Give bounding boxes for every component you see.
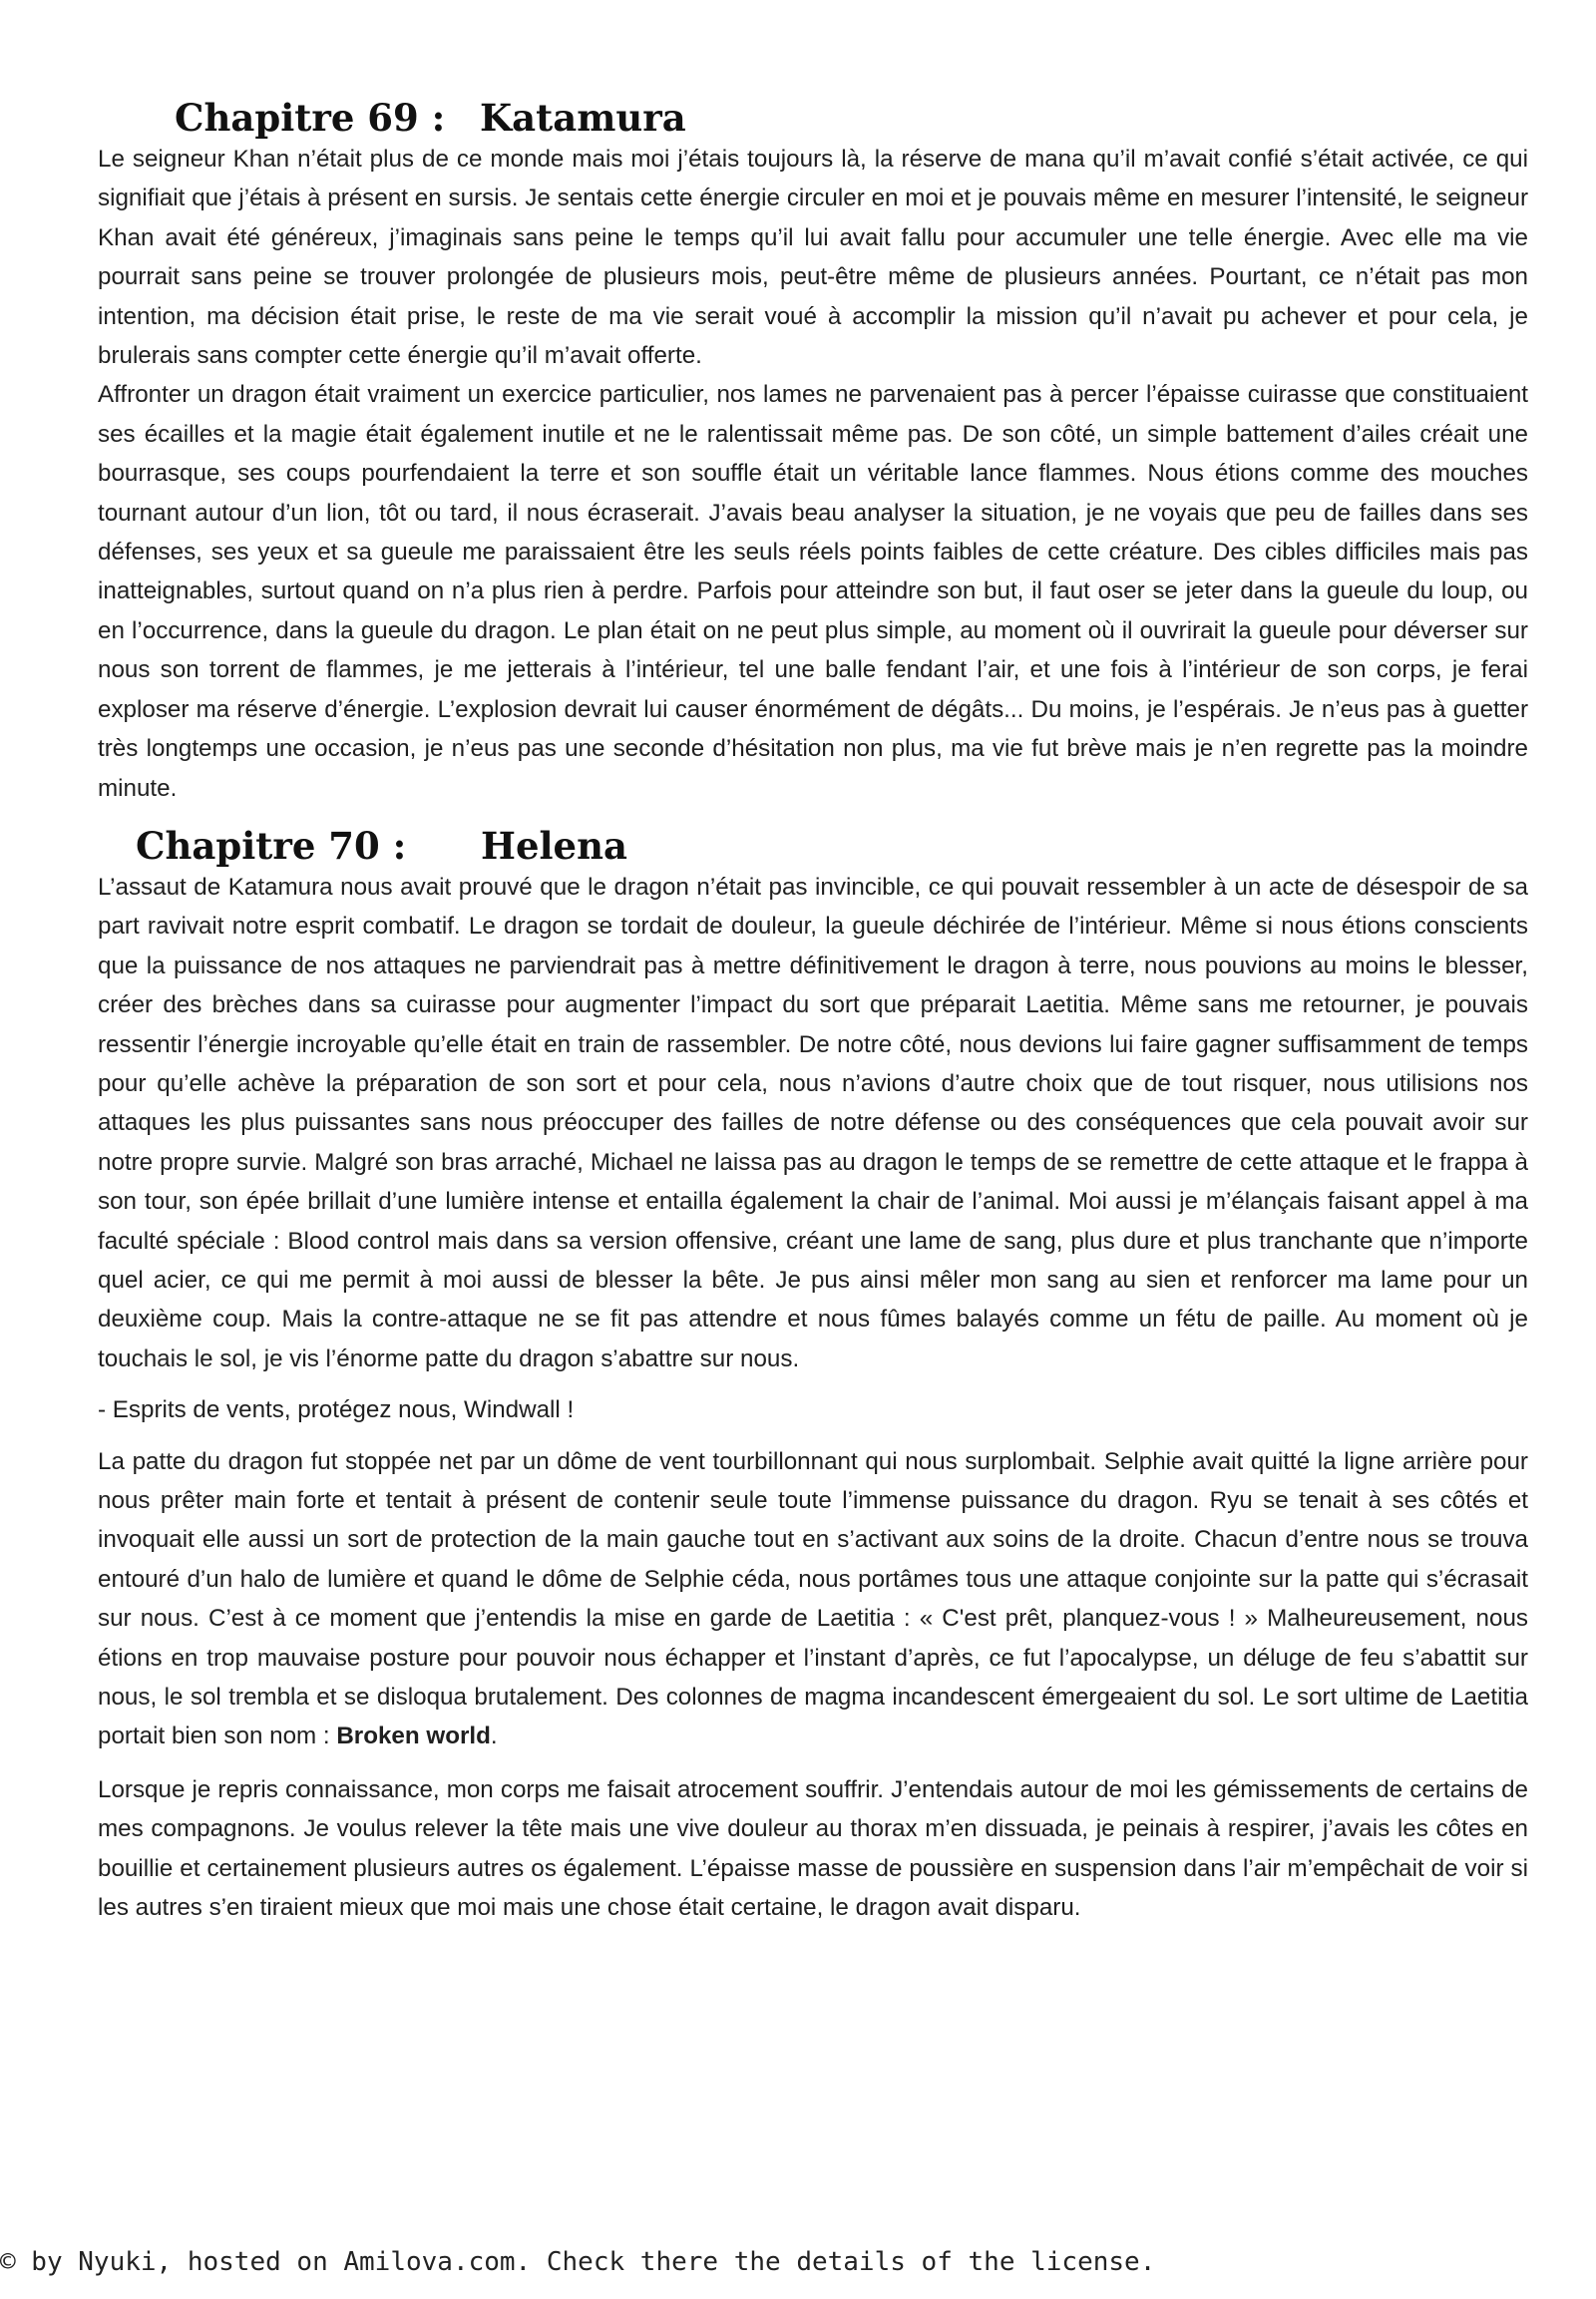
chapter-69-heading <box>98 96 1528 140</box>
chapter-title: Katamura <box>480 96 686 140</box>
paragraph-end: . <box>490 1723 498 1750</box>
chapter-number: Chapitre 69 : <box>175 96 446 140</box>
paragraph-text: La patte du dragon fut stoppée net par un dôme de vent tourbillonnant qui nous surplombait. Selphie avait quitté la ligne arrière pour nous prêter main forte et tentait à présent de contenir seule toute l’immense puissance du dragon. Ryu se tenait à ses côtés et invoquait elle aussi un sort de protection de la main gauche tout en s’activant aux soins de la droite. Chacun d’entre nous se trouva entouré d’un halo de lumière et quand le dôme de Selphie céda, nous portâmes tous une attaque conjointe sur la patte qui s’écrasait sur nous. C’est à ce moment que j’entendis la mise en garde de Laetitia : « C'est prêt, planquez-vous ! » Malheureusement, nous étions en trop mauvaise posture pour pouvoir nous échapper et l’instant d’après, ce fut l’apocalypse, un déluge de feu s’abattit sur nous, le sol trembla et se disloqua brutalement. Des colonnes de magma incandescent émergeaient du sol. Le sort ultime de Laetitia portait bien son nom : <box>98 1447 1528 1750</box>
chapter-70-heading <box>98 824 1528 868</box>
chapter-70-paragraph-3 <box>98 1442 1528 1756</box>
chapter-number: Chapitre 70 : <box>136 823 407 868</box>
chapter-69-paragraph-1: Le seigneur Khan n’était plus de ce monde mais moi j’étais toujours là, la réserve de mana qu’il m’avait confié s’était activée, ce qui signifiait que j’étais à présent en sursis. Je sentais cette énergie circuler en moi et je pouvais même en mesurer l’intensité, le seigneur Khan avait été généreux, j’imaginais sans peine le temps qu’il lui avait fallu pour accumuler une telle énergie. Avec elle ma vie pourrait sans peine se trouver prolongée de plusieurs mois, peut-être même de plusieurs années. Pourtant, ce n’était pas mon intention, ma décision était prise, le reste de ma vie serait voué à accomplir la mission qu’il n’avait pu achever et pour cela, je brulerais sans compter cette énergie qu’il m’avait offerte. <box>98 146 1528 370</box>
chapter-70-dialogue-line: - Esprits de vents, protégez nous, Windwall ! <box>98 1396 575 1424</box>
chapter-70-paragraph-1: L’assaut de Katamura nous avait prouvé que le dragon n’était pas invincible, ce qui pouvait ressembler à un acte de désespoir de sa part ravivait notre esprit combatif. Le dragon se tordait de douleur, la gueule déchirée de l’intérieur. Même si nous étions conscients que la puissance de nos attaques ne parviendrait pas à mettre définitivement le dragon à terre, nous pouvions au moins le blesser, créer des brèches dans sa cuirasse pour augmenter l’impact du sort que préparait Laetitia. Même sans me retourner, je pouvais ressentir l’énergie incroyable qu’elle était en train de rassembler. De notre côté, nous devions lui faire gagner suffisamment de temps pour qu’elle achève la préparation de son sort et pour cela, nous n’avions d’autre choix que de tout risquer, nous utilisions nos attaques les plus puissantes sans nous préoccuper des failles de notre défense ou des conséquences que cela pouvait avoir sur notre propre survie. Malgré son bras arraché, Michael ne laissa pas au dragon le temps de se remettre de cette attaque et le frappa à son tour, son épée brillait d’une lumière intense et entailla également la chair de l’animal. Moi aussi je m’élançais faisant appel à ma faculté spéciale : Blood control mais dans sa version offensive, créant une lame de sang, plus dure et plus tranchante que n’importe quel acier, ce qui me permit à moi aussi de blesser la bête. Je pus ainsi mêler mon sang au sien et renforcer ma lame pour un deuxième coup. Mais la contre-attaque ne se fit pas attendre et nous fûmes balayés comme un fétu de paille. Au moment où je touchais le sol, je vis l’énorme patte du dragon s’abattre sur nous. <box>98 873 1528 1372</box>
chapter-69-paragraph-2: Affronter un dragon était vraiment un exercice particulier, nos lames ne parvenaient pas à percer l’épaisse cuirasse que constituaient ses écailles et la magie était également inutile et ne le ralentissait même pas. De son côté, un simple battement d’ailes créait une bourrasque, ses coups pourfendaient la terre et son souffle était un véritable lance flammes. Nous étions comme des mouches tournant autour d’un lion, tôt ou tard, il nous écraserait. J’avais beau analyser la situation, je ne voyais que peu de failles dans ses défenses, ses yeux et sa gueule me paraissaient être les seuls réels points faibles de cette créature. Des cibles difficiles mais pas inatteignables, surtout quand on n’a plus rien à perdre. Parfois pour atteindre son but, il faut oser se jeter dans la gueule du loup, ou en l’occurrence, dans la gueule du dragon. Le plan était on ne peut plus simple, au moment où il ouvrirait la gueule pour déverser sur nous son torrent de flammes, je me jetterais à l’intérieur, tel une balle fendant l’air, et une fois à l’intérieur de son corps, je ferai exploser ma réserve d’énergie. L’explosion devrait lui causer énormément de dégâts... Du moins, je l’espérais. Je n’eus pas à guetter très longtemps une occasion, je n’eus pas une seconde d’hésitation non plus, ma vie fut brève mais je n’en regrette pas la moindre minute. <box>98 381 1528 802</box>
document-body <box>98 96 1528 1927</box>
chapter-70-paragraph-4: Lorsque je repris connaissance, mon corps me faisait atrocement souffrir. J’entendais autour de moi les gémissements de certains de mes compagnons. Je voulus relever la tête mais une vive douleur au thorax m’en dissuada, je peinais à respirer, j’avais les côtes en bouillie et certainement plusieurs autres os également. L’épaisse masse de poussière en suspension dans l’air m’empêchait de voir si les autres s’en tiraient mieux que moi mais une chose était certaine, le dragon avait disparu. <box>98 1775 1528 1922</box>
license-footer: © by Nyuki, hosted on Amilova.com. Check there the details of the license. <box>0 2247 1156 2277</box>
spell-name: Broken world <box>336 1723 491 1750</box>
chapter-title: Helena <box>481 823 627 868</box>
